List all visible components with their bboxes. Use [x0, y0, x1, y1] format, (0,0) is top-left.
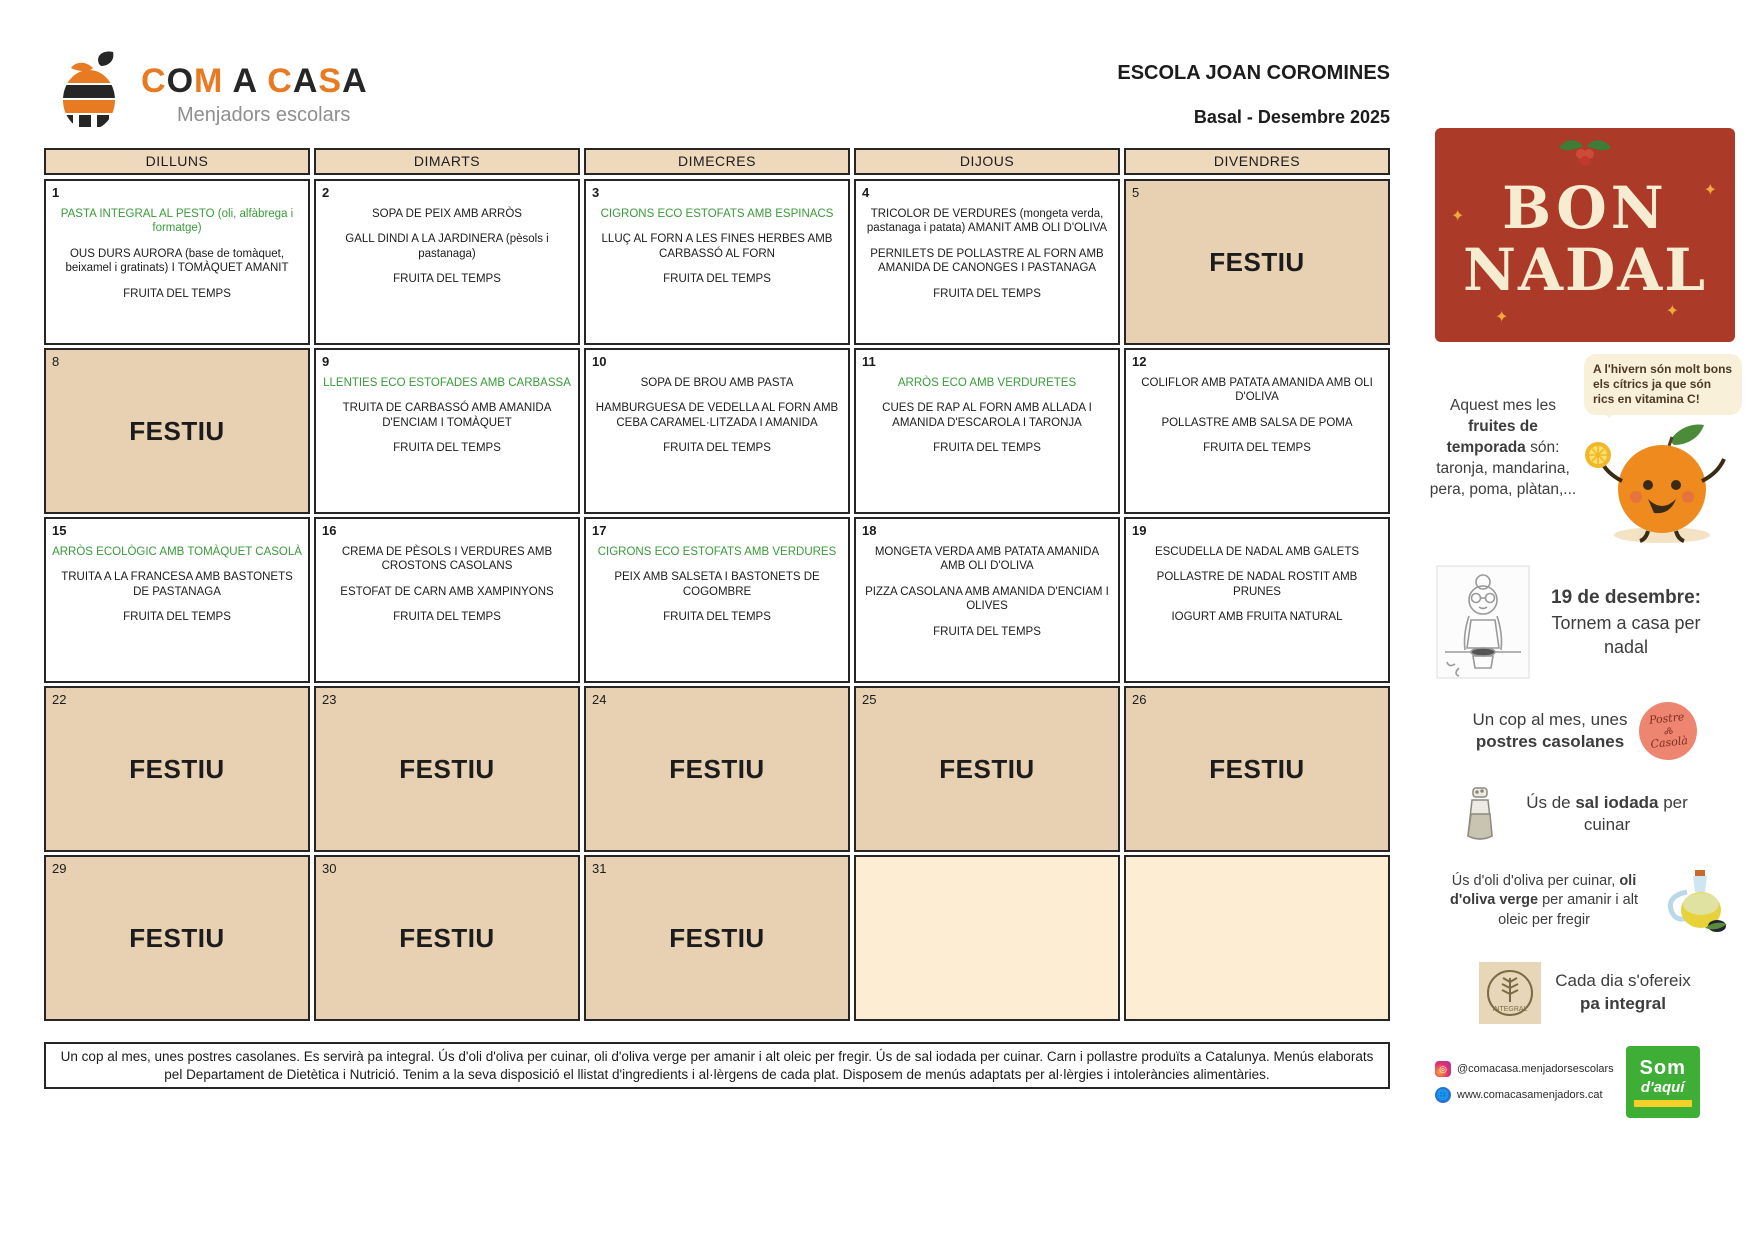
menu-items	[592, 545, 842, 625]
festiu-cell	[44, 348, 310, 514]
menu-items	[322, 207, 572, 287]
som-daqui-logo	[1626, 1046, 1700, 1118]
bread-text-bold: pa integral	[1580, 994, 1666, 1013]
salt-text-2: per cuinar	[1583, 792, 1688, 834]
day-cell	[584, 348, 850, 514]
logo-subtitle: Menjadors escolars	[177, 104, 351, 126]
olive-oil-section	[1439, 866, 1731, 936]
holly-icon	[1553, 134, 1617, 168]
badge-line1: Postre	[1648, 710, 1686, 727]
day-cell	[584, 179, 850, 345]
badge-label: INTEGRAL	[1492, 1006, 1528, 1013]
day-number: 26	[1132, 692, 1147, 707]
day-number: 22	[52, 692, 67, 707]
integral-badge	[1479, 962, 1541, 1024]
menu-item: FRUITA DEL TEMPS	[933, 625, 1041, 638]
menu-item: LLUÇ AL FORN A LES FINES HERBES AMB CARBASSÓ AL FORN	[601, 233, 833, 260]
week-row	[44, 179, 1390, 345]
festiu-label: FESTIU	[1209, 753, 1305, 784]
menu-item-eco: LLENTIES ECO ESTOFADES AMB CARBASSA	[323, 377, 571, 389]
fruits-text-2: són: taronja, mandarina, pera, poma, plàtan,...	[1429, 438, 1577, 498]
menu-item: FRUITA DEL TEMPS	[1203, 442, 1311, 455]
menu-item: PIZZA CASOLANA AMB AMANIDA D'ENCIAM I OLIVES	[865, 585, 1109, 613]
desserts-text-bold: postres casolanes	[1475, 732, 1625, 751]
menu-item: FRUITA DEL TEMPS	[393, 442, 501, 455]
olive-oil-bottle-icon	[1657, 866, 1731, 936]
weekday-header: DIMECRES	[584, 148, 850, 175]
day-cell	[854, 348, 1120, 514]
fruits-text-bold: fruites de temporada	[1446, 417, 1538, 456]
menu-title: Basal - Desembre 2025	[1193, 107, 1390, 127]
empty-cell	[1124, 855, 1390, 1021]
badge-line2: Casolà	[1650, 734, 1689, 751]
weekday-header: DIJOUS	[854, 148, 1120, 175]
day-cell	[314, 517, 580, 683]
menu-item: COLIFLOR AMB PATATA AMANIDA AMB OLI D'OLIVA	[1141, 377, 1373, 404]
festiu-label: FESTIU	[669, 922, 765, 953]
festiu-label: FESTIU	[129, 415, 225, 446]
day-number: 4	[862, 185, 870, 200]
menu-item: MONGETA VERDA AMB PATATA AMANIDA AMB OLI D'OLIVA	[874, 546, 1100, 573]
menu-item: ESTOFAT DE CARN AMB XAMPINYONS	[340, 585, 554, 598]
day-number: 17	[592, 523, 607, 538]
menu-item: FRUITA DEL TEMPS	[663, 273, 771, 286]
menu-item: FRUITA DEL TEMPS	[663, 611, 771, 624]
olive-oil-text	[1439, 872, 1649, 931]
iodized-salt-text	[1507, 792, 1707, 836]
day-number: 9	[322, 354, 330, 369]
menu-item: CREMA DE PÈSOLS I VERDURES AMB CROSTONS CASOLANS	[341, 546, 553, 573]
salt-text-1: Ús de	[1526, 792, 1571, 812]
menu-item: FRUITA DEL TEMPS	[663, 442, 771, 455]
festiu-cell	[314, 855, 580, 1021]
app-logo	[55, 50, 368, 132]
day-number: 12	[1132, 354, 1147, 369]
menu-item: TRICOLOR DE VERDURES (mongeta verda, pastanaga i patata) AMANIT AMB OLI D'OLIVA	[866, 208, 1108, 235]
menu-items	[1132, 545, 1382, 625]
cupcake-icon: 🝆	[1663, 723, 1674, 738]
menu-item: SOPA DE PEIX AMB ARRÒS	[372, 208, 522, 220]
weekday-row	[44, 148, 1390, 175]
star-icon: ✦	[1703, 180, 1717, 199]
day-number: 5	[1132, 185, 1140, 200]
menu-item: FRUITA DEL TEMPS	[933, 442, 1041, 455]
bon-nadal-line2: NADAL	[1462, 236, 1708, 304]
empty-cell	[854, 855, 1120, 1021]
festiu-cell	[1124, 179, 1390, 345]
menu-items	[322, 376, 572, 456]
apple-logo-icon	[55, 50, 127, 132]
festiu-label: FESTIU	[399, 922, 495, 953]
iodized-salt-section	[1463, 786, 1707, 842]
menu-item: TRUITA DE CARBASSÓ AMB AMANIDA D'ENCIAM I TOMÀQUET	[342, 402, 552, 429]
grandma-cooking-icon	[1435, 564, 1531, 680]
logo-letter: S	[318, 62, 343, 100]
logo-letter: A	[292, 62, 319, 100]
december-message: Tornem a casa per nadal	[1551, 612, 1701, 657]
menu-items	[862, 207, 1112, 301]
menu-item: TRUITA A LA FRANCESA AMB BASTONETS DE PASTANAGA	[61, 571, 293, 598]
whole-grain-bread-text	[1555, 970, 1691, 1016]
festiu-label: FESTIU	[1209, 246, 1305, 277]
menu-item-eco: ARRÒS ECOLÒGIC AMB TOMÀQUET CASOLÀ	[52, 546, 302, 558]
menu-item: OUS DURS AURORA (base de tomàquet, beixamel i gratinats) I TOMÀQUET AMANIT	[65, 247, 289, 275]
festiu-label: FESTIU	[129, 922, 225, 953]
oil-text-bold: oli d'oliva verge	[1449, 872, 1637, 909]
menu-item: FRUITA DEL TEMPS	[393, 273, 501, 286]
day-number: 23	[322, 692, 337, 707]
menu-item: HAMBURGUESA DE VEDELLA AL FORN AMB CEBA CARAMEL·LITZADA I AMANIDA	[595, 402, 839, 429]
day-number: 19	[1132, 523, 1147, 538]
orange-character-icon	[1578, 415, 1738, 545]
festiu-cell	[854, 686, 1120, 852]
logo-strip	[1634, 1100, 1692, 1107]
menu-items	[1132, 376, 1382, 456]
festiu-label: FESTIU	[939, 753, 1035, 784]
menu-item: POLLASTRE DE NADAL ROSTIT AMB PRUNES	[1156, 571, 1358, 598]
menu-item-eco: CIGRONS ECO ESTOFATS AMB VERDURES	[597, 546, 837, 558]
day-number: 1	[52, 185, 60, 200]
menu-item: POLLASTRE AMB SALSA DE POMA	[1161, 416, 1353, 429]
day-number: 18	[862, 523, 877, 538]
footer-note: Un cop al mes, unes postres casolanes. Es servirà pa integral. Ús d'oli d'oliva per cuinar, oli d'oliva verge per amanir i alt oleic per fregir. Ús de sal iodada per cuinar. Carn i pollastre produïts a Catalunya. Menús elaborats pel Departament de Dietètica i Nutrició. Tenim a la seva disposició el llistat d'ingredients i al·lèrgens de cada plat. Disposem de menús adaptats per al·lèrgies i intoleràncies alimentàries.	[44, 1042, 1390, 1089]
oil-text-1: Ús d'oli d'oliva per cuinar,	[1451, 872, 1616, 889]
festiu-cell	[1124, 686, 1390, 852]
festiu-cell	[584, 686, 850, 852]
menu-item: PEIX AMB SALSETA I BASTONETS DE COGOMBRE	[614, 571, 820, 598]
menu-item-eco: CIGRONS ECO ESTOFATS AMB ESPINACS	[600, 208, 834, 220]
logo-letter: C	[267, 62, 293, 100]
logo-letter	[223, 62, 232, 100]
day-cell	[314, 348, 580, 514]
menu-item: PERNILETS DE POLLASTRE AL FORN AMB AMANIDA DE CANONGES I PASTANAGA	[870, 247, 1104, 275]
star-icon: ✦	[1451, 206, 1465, 225]
speech-bubble: A l'hivern són molt bons els cítrics ja que són rics en vitamina C!	[1584, 354, 1742, 415]
seasonal-fruits-text	[1428, 396, 1578, 550]
day-number: 16	[322, 523, 337, 538]
bon-nadal-card	[1435, 128, 1735, 342]
december-note-text	[1531, 585, 1721, 659]
desserts-text-1: Un cop al mes, unes	[1472, 709, 1628, 729]
website-line[interactable]	[1435, 1087, 1614, 1103]
menu-items	[322, 545, 572, 625]
day-cell	[44, 179, 310, 345]
day-cell	[44, 517, 310, 683]
calendar-weeks	[44, 179, 1390, 1021]
som-logo-line1: Som	[1639, 1056, 1686, 1079]
weekday-header: DILLUNS	[44, 148, 310, 175]
day-cell	[1124, 348, 1390, 514]
day-cell	[314, 179, 580, 345]
week-row	[44, 348, 1390, 514]
instagram-handle[interactable]: @comacasa.menjadorsescolars	[1457, 1063, 1614, 1075]
menu-items	[52, 545, 302, 625]
festiu-label: FESTIU	[669, 753, 765, 784]
homemade-desserts-text	[1473, 709, 1628, 753]
menu-items	[862, 376, 1112, 456]
day-number: 11	[862, 354, 876, 369]
bon-nadal-line1: BON	[1502, 174, 1668, 242]
day-cell	[584, 517, 850, 683]
menu-item: FRUITA DEL TEMPS	[123, 287, 231, 300]
weekday-header: DIMARTS	[314, 148, 580, 175]
menu-item: ESCUDELLA DE NADAL AMB GALETS	[1154, 546, 1360, 558]
logo-title	[141, 64, 368, 98]
star-icon: ✦	[1495, 307, 1509, 326]
day-cell	[1124, 517, 1390, 683]
day-number: 29	[52, 861, 67, 876]
logo-letter: M	[194, 62, 224, 100]
menu-item: FRUITA DEL TEMPS	[933, 287, 1041, 300]
website-url[interactable]: www.comacasamenjadors.cat	[1457, 1089, 1603, 1101]
homemade-desserts-section	[1473, 702, 1698, 760]
festiu-label: FESTIU	[399, 753, 495, 784]
instagram-line[interactable]	[1435, 1061, 1614, 1077]
orange-mascot	[1578, 354, 1742, 550]
menu-item: IOGURT AMB FRUITA NATURAL	[1171, 611, 1343, 624]
oil-text-2: per amanir i alt oleic per fregir	[1498, 892, 1638, 928]
menu-item: FRUITA DEL TEMPS	[123, 611, 231, 624]
whole-grain-bread-section	[1479, 962, 1691, 1024]
salt-shaker-icon	[1463, 786, 1497, 842]
logo-letter: O	[166, 62, 195, 100]
website-icon: 🌐	[1435, 1087, 1451, 1103]
menu-items	[862, 545, 1112, 639]
festiu-cell	[314, 686, 580, 852]
menu-item: SOPA DE BROU AMB PASTA	[640, 377, 794, 389]
day-number: 2	[322, 185, 330, 200]
week-row	[44, 855, 1390, 1021]
bread-text-1: Cada dia s'ofereix	[1555, 971, 1691, 991]
day-number: 3	[592, 185, 600, 200]
school-name: ESCOLA JOAN COROMINES	[1117, 62, 1390, 84]
som-logo-line2: d'aquí	[1640, 1078, 1685, 1096]
day-number: 8	[52, 354, 60, 369]
postre-casola-badge	[1637, 699, 1701, 763]
menu-items	[592, 376, 842, 456]
day-number: 31	[592, 861, 607, 876]
menu-item-eco: ARRÒS ECO AMB VERDURETES	[897, 377, 1077, 389]
seasonal-fruits-section	[1428, 354, 1742, 550]
day-cell	[854, 179, 1120, 345]
day-number: 10	[592, 354, 607, 369]
menu-item: GALL DINDI A LA JARDINERA (pèsols i pastanaga)	[345, 233, 549, 260]
document-header	[1117, 62, 1390, 128]
menu-items	[592, 207, 842, 287]
december-note-section	[1435, 564, 1735, 680]
menu-item: CUES DE RAP AL FORN AMB ALLADA I AMANIDA D'ESCAROLA I TARONJA	[882, 402, 1092, 429]
day-number: 24	[592, 692, 607, 707]
logo-letter: A	[342, 62, 368, 100]
menu-item-eco: PASTA INTEGRAL AL PESTO (oli, alfàbrega i formatge)	[60, 208, 294, 235]
weekday-header: DIVENDRES	[1124, 148, 1390, 175]
festiu-cell	[44, 686, 310, 852]
salt-text-bold: sal iodada	[1575, 792, 1659, 812]
sidebar	[1428, 128, 1742, 1118]
menu-items	[52, 207, 302, 301]
menu-item: FRUITA DEL TEMPS	[393, 611, 501, 624]
wheat-icon	[1485, 968, 1535, 1018]
day-number: 15	[52, 523, 67, 538]
festiu-label: FESTIU	[129, 753, 225, 784]
day-number: 25	[862, 692, 877, 707]
december-date: 19 de desembre:	[1551, 586, 1701, 608]
star-icon: ✦	[1665, 301, 1679, 320]
menu-calendar	[44, 148, 1390, 1021]
instagram-icon: ◎	[1435, 1061, 1451, 1077]
day-number: 30	[322, 861, 337, 876]
festiu-cell	[584, 855, 850, 1021]
week-row	[44, 686, 1390, 852]
logo-letter: A	[232, 62, 257, 100]
festiu-cell	[44, 855, 310, 1021]
fruits-text-1: Aquest mes les	[1450, 397, 1556, 414]
logo-letter	[257, 62, 267, 100]
week-row	[44, 517, 1390, 683]
day-cell	[854, 517, 1120, 683]
logo-letter: C	[141, 62, 167, 100]
social-section	[1435, 1046, 1735, 1118]
